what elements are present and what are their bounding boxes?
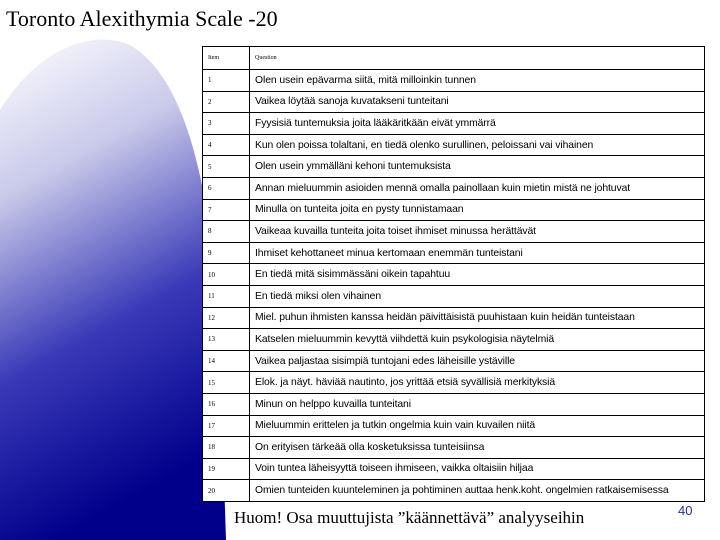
table-row bbox=[203, 134, 705, 156]
table-row bbox=[203, 199, 705, 221]
table-row bbox=[203, 70, 705, 92]
table-body bbox=[203, 70, 705, 502]
item-number: 6 bbox=[203, 177, 250, 199]
item-number: 3 bbox=[203, 113, 250, 135]
item-question: Minulla on tunteita joita en pysty tunnistamaan bbox=[250, 199, 705, 221]
table-row bbox=[203, 156, 705, 178]
table-row bbox=[203, 393, 705, 415]
item-question: On erityisen tärkeää olla kosketuksissa tunteisiinsa bbox=[250, 437, 705, 459]
column-header-question: Question bbox=[250, 47, 705, 70]
item-number: 8 bbox=[203, 221, 250, 243]
item-question: Fyysisiä tuntemuksia joita lääkäritkään eivät ymmärrä bbox=[250, 113, 705, 135]
item-question: Annan mieluummin asioiden mennä omalla painollaan kuin mietin mistä ne johtuvat bbox=[250, 177, 705, 199]
table-row bbox=[203, 113, 705, 135]
item-question: Mieluummin erittelen ja tutkin ongelmia kuin vain kuvailen niitä bbox=[250, 415, 705, 437]
item-question: Ihmiset kehottaneet minua kertomaan enemmän tunteistani bbox=[250, 242, 705, 264]
table-row bbox=[203, 264, 705, 286]
table-row bbox=[203, 458, 705, 480]
item-question: En tiedä mitä sisimmässäni oikein tapahtuu bbox=[250, 264, 705, 286]
item-number: 14 bbox=[203, 350, 250, 372]
item-question: Miel. puhun ihmisten kanssa heidän päivittäisistä puuhistaan kuin heidän tunteistaan bbox=[250, 307, 705, 329]
item-question: Omien tunteiden kuunteleminen ja pohtiminen auttaa henk.koht. ongelmien ratkaisemisessa bbox=[250, 480, 705, 502]
item-question: Elok. ja näyt. häviää nautinto, jos yrittää etsiä syvällisiä merkityksiä bbox=[250, 372, 705, 394]
table-row bbox=[203, 91, 705, 113]
item-number: 11 bbox=[203, 285, 250, 307]
table-row bbox=[203, 415, 705, 437]
footer-note: Huom! Osa muuttujista ”käännettävä” analyyseihin bbox=[234, 508, 585, 527]
item-question: Vaikea löytää sanoja kuvatakseni tunteitani bbox=[250, 91, 705, 113]
item-number: 9 bbox=[203, 242, 250, 264]
table-header-row bbox=[203, 47, 705, 70]
table-row bbox=[203, 437, 705, 459]
item-question: En tiedä miksi olen vihainen bbox=[250, 285, 705, 307]
item-question: Vaikeaa kuvailla tunteita joita toiset ihmiset minussa herättävät bbox=[250, 221, 705, 243]
item-number: 5 bbox=[203, 156, 250, 178]
table-row bbox=[203, 221, 705, 243]
table-row bbox=[203, 480, 705, 502]
item-number: 18 bbox=[203, 437, 250, 459]
item-question: Olen usein epävarma siitä, mitä milloinkin tunnen bbox=[250, 70, 705, 92]
table-row bbox=[203, 242, 705, 264]
item-question: Vaikea paljastaa sisimpiä tuntojani edes läheisille ystäville bbox=[250, 350, 705, 372]
item-question: Katselen mieluummin kevyttä viihdettä kuin psykologisia näytelmiä bbox=[250, 329, 705, 351]
page-number: 40 bbox=[678, 503, 693, 518]
column-header-item: Item bbox=[203, 47, 250, 70]
table-row bbox=[203, 307, 705, 329]
item-question: Minun on helppo kuvailla tunteitani bbox=[250, 393, 705, 415]
item-number: 17 bbox=[203, 415, 250, 437]
tas20-items-table bbox=[202, 46, 705, 502]
item-question: Kun olen poissa tolaltani, en tiedä olenko surullinen, peloissani vai vihainen bbox=[250, 134, 705, 156]
slide-title: Toronto Alexithymia Scale -20 bbox=[6, 6, 278, 31]
table-row bbox=[203, 329, 705, 351]
item-question: Olen usein ymmälläni kehoni tuntemuksista bbox=[250, 156, 705, 178]
table-row bbox=[203, 177, 705, 199]
item-number: 20 bbox=[203, 480, 250, 502]
item-question: Voin tuntea läheisyyttä toiseen ihmiseen, vaikka oltaisiin hiljaa bbox=[250, 458, 705, 480]
item-number: 4 bbox=[203, 134, 250, 156]
item-number: 19 bbox=[203, 458, 250, 480]
item-number: 10 bbox=[203, 264, 250, 286]
item-number: 16 bbox=[203, 393, 250, 415]
table-row bbox=[203, 372, 705, 394]
item-number: 2 bbox=[203, 91, 250, 113]
table-row bbox=[203, 350, 705, 372]
item-number: 1 bbox=[203, 70, 250, 92]
item-number: 12 bbox=[203, 307, 250, 329]
item-number: 13 bbox=[203, 329, 250, 351]
item-number: 15 bbox=[203, 372, 250, 394]
table-row bbox=[203, 285, 705, 307]
item-number: 7 bbox=[203, 199, 250, 221]
